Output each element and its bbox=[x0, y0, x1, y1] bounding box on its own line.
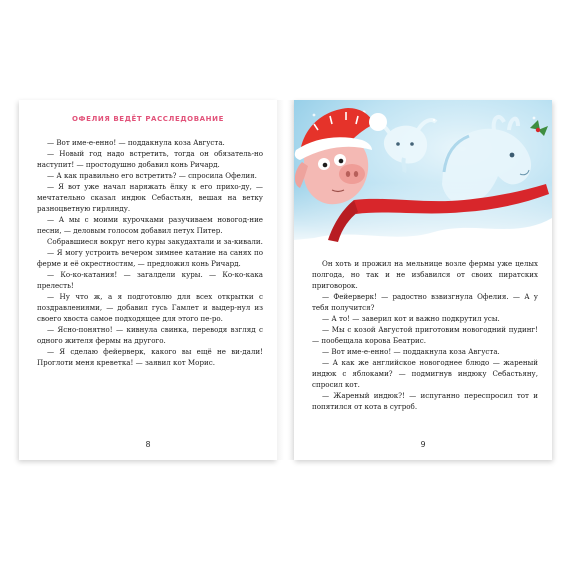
paragraph: — Мы с козой Августой приготовим новогодний пудинг! — пообещала корова Беатрис. bbox=[312, 325, 538, 345]
paragraph: — Вот име-е-енно! — поддакнула коза Августа. bbox=[47, 138, 225, 147]
left-page-text bbox=[37, 137, 263, 368]
paragraph: — Ясно-понятно! — кивнула свинка, переводя взгляд с одного жителя фермы на другого. bbox=[37, 325, 263, 345]
paragraph: — Ну что ж, а я подготовлю для всех открытки с поздравлениями, — добавил гусь Гамлет и выдер-нул из своего хвоста самое подходящее для этого пе-ро. bbox=[37, 292, 263, 323]
paragraph: — А мы с моими курочками разучиваем новогод-ние песни, — деловым голосом добавил петух Питер. bbox=[37, 215, 263, 235]
right-page-text bbox=[312, 258, 538, 412]
paragraph: — Новый год надо встретить, тогда он обязатель-но наступит! — простодушно добавил конь Ричард. bbox=[37, 149, 263, 169]
paragraph: — А как же английское новогоднее блюдо — жареный индюк с яблоками? — подмигнув индюку Себастьяну, спросил кот. bbox=[312, 358, 538, 389]
page-number: 8 bbox=[145, 440, 151, 449]
paragraph: — А то! — заверил кот и важно подкрутил усы. bbox=[322, 314, 500, 323]
book-gutter bbox=[277, 100, 294, 460]
left-page bbox=[19, 100, 277, 460]
paragraph: — Вот име-е-енно! — поддакнула коза Августа. bbox=[322, 347, 500, 356]
paragraph: Собравшиеся вокруг него куры закудахтали и за-кивали. bbox=[47, 237, 263, 246]
right-page bbox=[294, 100, 552, 460]
paragraph: — Жареный индюк?! — испуганно переспросил тот и попятился от кота в сугроб. bbox=[312, 391, 538, 411]
paragraph: — Я сделаю фейерверк, какого вы ещё не ви-дали! Проглоти меня креветка! — заявил кот Морис. bbox=[37, 347, 263, 367]
paragraph: — Ко-ко-катания! — загалдели куры. — Ко-ко-кака прелесть! bbox=[37, 270, 263, 290]
page-number: 9 bbox=[420, 440, 426, 449]
pig-winter-illustration bbox=[294, 100, 552, 250]
paragraph: — Я могу устроить вечером зимнее катание на санях по ферме и её окрестностям, — предложил конь Ричард. bbox=[37, 248, 263, 268]
paragraph: — Фейерверк! — радостно взвизгнула Офелия. — А у тебя получится? bbox=[312, 292, 538, 312]
chapter-title: ОФЕЛИЯ ВЕДЁТ РАССЛЕДОВАНИЕ bbox=[72, 115, 224, 123]
paragraph: — А как правильно его встретить? — спросила Офелия. bbox=[47, 171, 257, 180]
paragraph: — Я вот уже начал наряжать ёлку к его прихо-ду, — мечтательно сказал индюк Себастьян, вешая на ветку разноцветную гирлянду. bbox=[37, 182, 263, 213]
paragraph: Он хоть и прожил на мельнице возле фермы уже целых полгода, но так и не избавился от своих пиратских приговорок. bbox=[312, 259, 538, 290]
